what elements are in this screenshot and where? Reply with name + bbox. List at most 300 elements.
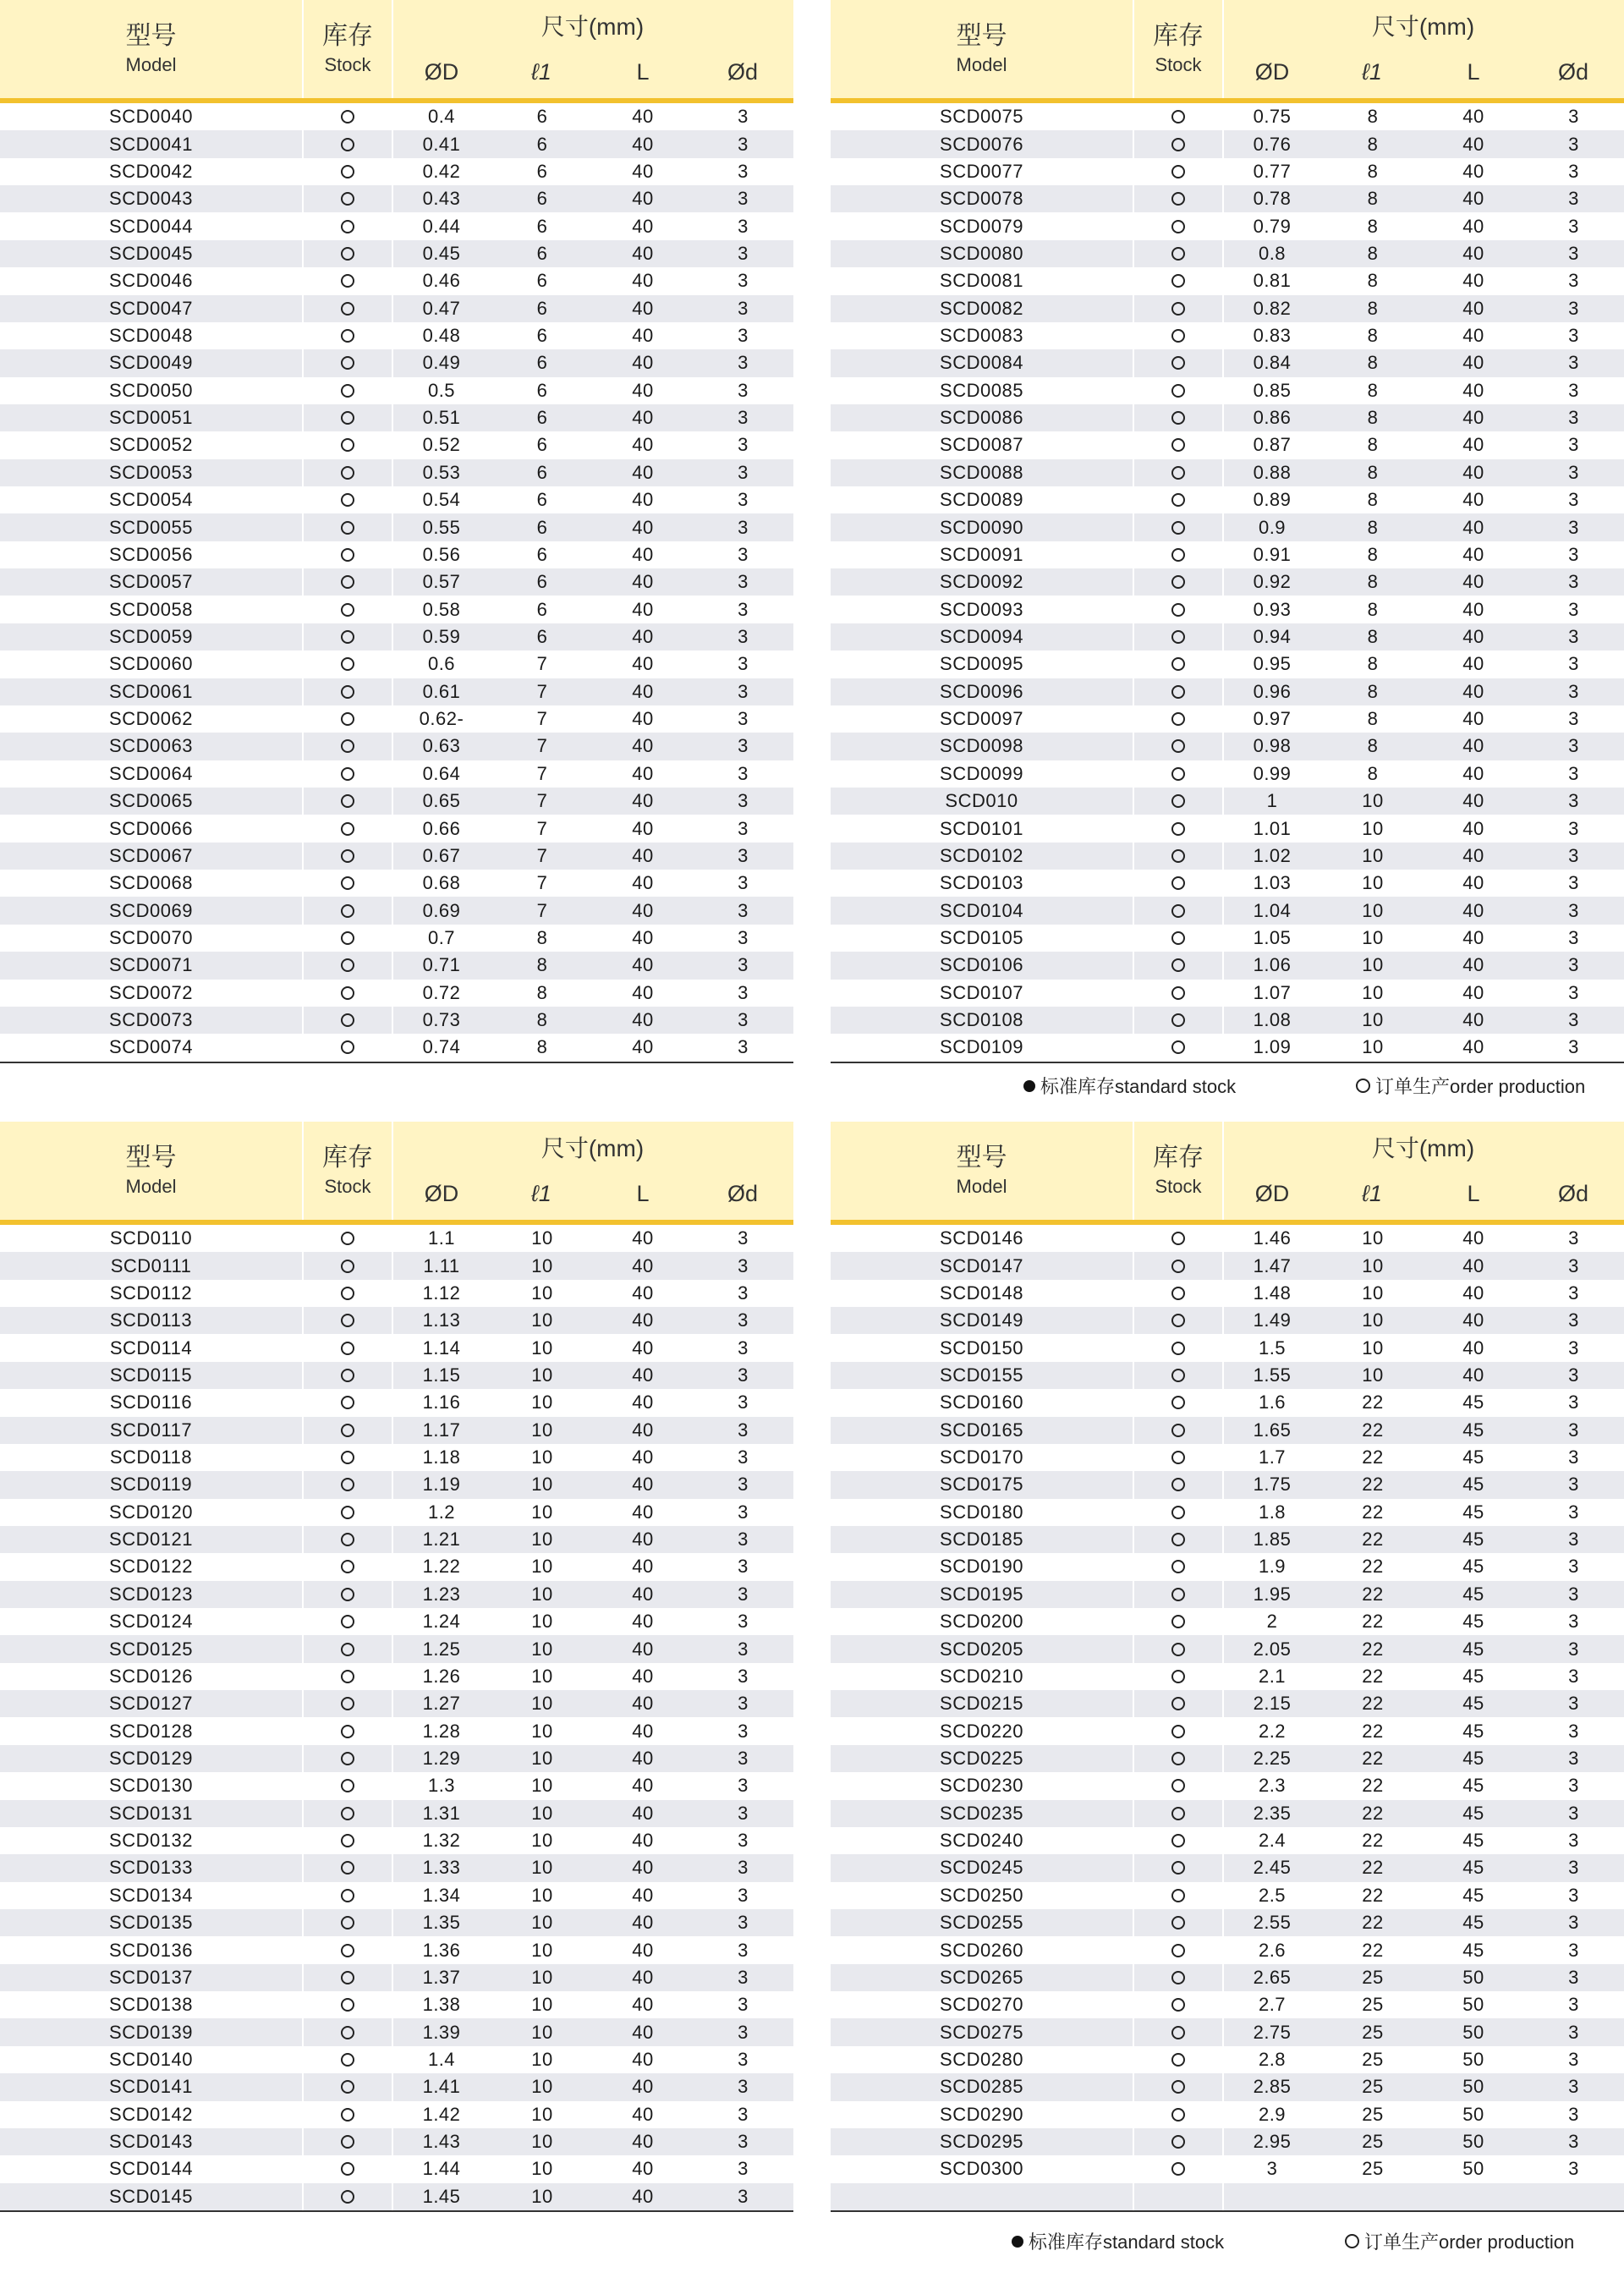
shank-diameter-cell: 3 [738, 899, 749, 921]
length-cell: 40 [1462, 899, 1484, 921]
l1-cell: 6 [536, 461, 548, 483]
stock-cell [1133, 1663, 1224, 1690]
l1-cell: 6 [536, 489, 548, 511]
od-cell: 1.26 [422, 1665, 461, 1687]
l1-cell: 6 [536, 106, 548, 128]
length-cell: 40 [632, 270, 654, 292]
order-production-icon [341, 1752, 354, 1765]
shank-diameter-cell: 3 [1568, 954, 1579, 976]
table-row [0, 130, 793, 157]
stock-cell [1133, 2155, 1224, 2182]
stock-cell [302, 1882, 393, 1909]
model-cell: SCD0104 [940, 899, 1023, 921]
od-cell: 0.67 [422, 844, 461, 866]
model-cell: SCD0106 [940, 954, 1023, 976]
stock-cell [1133, 1444, 1224, 1471]
table-row [0, 815, 793, 842]
table-row [0, 843, 793, 870]
table-row [0, 1991, 793, 2018]
model-cell: SCD0245 [940, 1857, 1023, 1879]
l1-cell: 8 [1367, 242, 1379, 264]
order-production-icon [341, 384, 354, 398]
order-production-icon [1171, 794, 1185, 808]
shank-diameter-cell: 3 [1568, 325, 1579, 347]
model-cell: SCD0041 [109, 133, 193, 155]
order-production-icon [1171, 1752, 1185, 1765]
stock-cell [1133, 1772, 1224, 1799]
stock-cell [302, 2155, 393, 2182]
model-cell: SCD0057 [109, 571, 193, 593]
order-production-icon [1171, 521, 1185, 535]
order-production-icon [1171, 302, 1185, 316]
model-cell: SCD0071 [109, 954, 193, 976]
shank-diameter-cell: 3 [738, 2158, 749, 2180]
od-cell: 0.9 [1258, 516, 1287, 538]
order-production-icon [1171, 329, 1185, 343]
shank-diameter-cell: 3 [1568, 1857, 1579, 1879]
l1-cell: 10 [531, 1474, 553, 1496]
order-production-icon [1171, 1944, 1185, 1957]
od-header: ØD [424, 59, 459, 85]
model-cell: SCD0089 [940, 489, 1023, 511]
stock-cell [1133, 2018, 1224, 2045]
length-cell: 45 [1462, 1529, 1484, 1551]
table-header [831, 0, 1624, 103]
l1-cell: 22 [1362, 1419, 1384, 1441]
table-row [831, 130, 1624, 157]
model-cell: SCD0099 [940, 762, 1023, 784]
order-production-icon [1171, 1807, 1185, 1820]
model-cell: SCD0265 [940, 1966, 1023, 1988]
length-cell: 40 [632, 1501, 654, 1523]
stock-cell [302, 568, 393, 596]
length-cell: 40 [1462, 160, 1484, 182]
l1-cell: 22 [1362, 1857, 1384, 1879]
table-row [0, 1936, 793, 1963]
shank-diameter-cell: 3 [1568, 1446, 1579, 1468]
model-cell: SCD0125 [109, 1638, 193, 1660]
l1-cell: 25 [1362, 2021, 1384, 2043]
table-row [831, 212, 1624, 239]
table-row [0, 705, 793, 733]
model-cell: SCD0185 [940, 1529, 1023, 1551]
od-cell: 1.8 [1258, 1501, 1287, 1523]
stock-cell [1133, 1882, 1224, 1909]
od-cell: 1.35 [422, 1912, 461, 1934]
shank-diameter-cell: 3 [1568, 543, 1579, 565]
model-cell: SCD0091 [940, 543, 1023, 565]
l1-cell: 22 [1362, 1474, 1384, 1496]
stock-cell [302, 1635, 393, 1662]
length-cell: 40 [632, 653, 654, 675]
od-cell: 1.47 [1253, 1254, 1292, 1276]
shank-diameter-cell: 3 [1568, 2158, 1579, 2180]
length-header: L [636, 59, 650, 85]
model-cell: SCD0040 [109, 106, 193, 128]
stock-header-cn: 库存 [1153, 1144, 1204, 1172]
od-cell: 2.2 [1258, 1720, 1287, 1742]
shank-diameter-cell: 3 [1568, 653, 1579, 675]
l1-cell: 25 [1362, 2076, 1384, 2098]
l1-cell: 8 [1367, 270, 1379, 292]
l1-cell: 10 [531, 2076, 553, 2098]
stock-cell [302, 1964, 393, 1991]
l1-cell: 10 [1362, 981, 1384, 1003]
shank-diameter-cell: 3 [1568, 1966, 1579, 1988]
length-cell: 40 [632, 844, 654, 866]
shank-diameter-cell: 3 [738, 1966, 749, 1988]
model-cell: SCD0230 [940, 1775, 1023, 1797]
shank-diameter-cell: 3 [1568, 407, 1579, 429]
order-production-icon [341, 493, 354, 507]
length-cell: 40 [1462, 790, 1484, 812]
model-header-en: Model [956, 1176, 1007, 1197]
od-cell: 1.23 [422, 1583, 461, 1605]
od-cell: 0.56 [422, 543, 461, 565]
model-cell: SCD0088 [940, 461, 1023, 483]
order-production-icon [341, 1643, 354, 1656]
l1-cell: 10 [1362, 1309, 1384, 1331]
l1-cell: 8 [1367, 598, 1379, 620]
od-cell: 0.44 [422, 215, 461, 237]
length-header: L [1467, 1181, 1480, 1206]
order-production-icon [341, 1971, 354, 1984]
stock-cell [302, 1772, 393, 1799]
l1-cell: 10 [1362, 1337, 1384, 1359]
model-cell: SCD0105 [940, 926, 1023, 948]
shank-diameter-cell: 3 [1568, 708, 1579, 730]
l1-cell: 7 [536, 817, 548, 839]
model-cell: SCD0116 [109, 1392, 193, 1413]
table-row [831, 897, 1624, 924]
order-production-icon [341, 1998, 354, 2012]
od-header: ØD [1254, 59, 1290, 85]
order-production-icon [341, 630, 354, 644]
stock-cell [302, 541, 393, 568]
dimensions-column-header [1222, 0, 1624, 98]
shank-diameter-cell: 3 [738, 626, 749, 647]
stock-header-en: Stock [1155, 1176, 1202, 1197]
od-cell: 0.82 [1253, 297, 1292, 319]
l1-cell: 8 [1367, 516, 1379, 538]
table-row [831, 1389, 1624, 1416]
model-cell: SCD0235 [940, 1802, 1023, 1824]
model-cell: SCD0111 [110, 1254, 192, 1276]
model-cell: SCD0054 [109, 489, 193, 511]
model-cell: SCD0051 [109, 407, 193, 429]
l1-cell: 10 [1362, 1009, 1384, 1031]
shank-diameter-cell: 3 [738, 872, 749, 894]
order-production-icon [341, 575, 354, 589]
stock-cell [302, 733, 393, 760]
model-cell: SCD0076 [940, 133, 1023, 155]
shank-diameter-cell: 3 [738, 379, 749, 401]
od-cell: 2.95 [1253, 2131, 1292, 2153]
l1-cell: 7 [536, 653, 548, 675]
table-row [0, 2018, 793, 2045]
model-cell: SCD0137 [109, 1966, 193, 1988]
stock-header-en: Stock [324, 54, 371, 75]
od-cell: 2.15 [1253, 1693, 1292, 1715]
stock-cell [302, 1362, 393, 1389]
order-production-icon [341, 2190, 354, 2204]
l1-cell: 8 [536, 1036, 548, 1058]
stock-cell [302, 705, 393, 733]
l1-cell: 8 [1367, 133, 1379, 155]
model-cell: SCD0295 [940, 2131, 1023, 2153]
table-row [831, 1936, 1624, 1963]
l1-cell: 8 [1367, 762, 1379, 784]
model-column-header [0, 1122, 302, 1220]
table-row [0, 1444, 793, 1471]
l1-cell: 10 [1362, 844, 1384, 866]
length-cell: 40 [632, 1665, 654, 1687]
od-cell: 1.44 [422, 2158, 461, 2180]
stock-cell [1133, 1991, 1224, 2018]
length-cell: 40 [1462, 1227, 1484, 1249]
stock-cell [1133, 377, 1224, 404]
order-production-icon [341, 685, 354, 699]
table-row [0, 1964, 793, 1991]
table-row [831, 815, 1624, 842]
shank-diameter-cell: 3 [738, 2076, 749, 2098]
order-production-icon [1171, 876, 1185, 890]
table-row [0, 650, 793, 678]
shank-diameter-cell: 3 [738, 1309, 749, 1331]
order-production-icon [1171, 1314, 1185, 1327]
table-row [831, 2183, 1624, 2212]
order-production-icon [1171, 630, 1185, 644]
stock-cell [302, 513, 393, 541]
l1-cell: 6 [536, 242, 548, 264]
order-production-icon [341, 1478, 354, 1491]
length-cell: 40 [632, 1638, 654, 1660]
table-row [0, 158, 793, 185]
od-cell: 1.01 [1253, 817, 1292, 839]
shank-diameter-cell: 3 [1568, 844, 1579, 866]
order-production-icon [1171, 739, 1185, 753]
stock-cell [302, 1800, 393, 1827]
table-row [0, 1307, 793, 1334]
shank-diameter-cell: 3 [738, 325, 749, 347]
stock-cell [1133, 1252, 1224, 1279]
stock-cell [1133, 1225, 1224, 1252]
spec-table-2 [831, 0, 1624, 1063]
table-row [0, 1827, 793, 1854]
stock-cell [302, 1553, 393, 1580]
stock-cell [302, 2073, 393, 2100]
od-cell: 1.5 [1258, 1337, 1287, 1359]
od-cell: 0.74 [422, 1036, 461, 1058]
length-cell: 40 [632, 461, 654, 483]
model-cell: SCD0114 [109, 1337, 193, 1359]
table-row [0, 1499, 793, 1526]
stock-cell [302, 1690, 393, 1717]
table-row [831, 322, 1624, 349]
shank-diameter-cell: 3 [1568, 489, 1579, 511]
stock-cell [1133, 705, 1224, 733]
l1-cell: 25 [1362, 1994, 1384, 2016]
length-cell: 40 [632, 1474, 654, 1496]
model-cell: SCD0049 [109, 352, 193, 374]
od-cell: 1.24 [422, 1611, 461, 1633]
length-cell: 40 [632, 1364, 654, 1386]
model-cell: SCD0048 [109, 325, 193, 347]
shank-diameter-cell: 3 [738, 817, 749, 839]
od-cell: 0.86 [1253, 407, 1292, 429]
dimensions-column-header [392, 0, 793, 98]
order-production-icon [1171, 192, 1185, 206]
stock-cell [1133, 2046, 1224, 2073]
shank-diameter-cell: 3 [1568, 1282, 1579, 1304]
model-cell: SCD0095 [940, 653, 1023, 675]
legend-standard-label: 标准库存standard stock [1040, 1076, 1237, 1097]
table-row [831, 623, 1624, 650]
od-cell: 0.73 [422, 1009, 461, 1031]
stock-cell [1133, 650, 1224, 678]
order-production-icon [341, 548, 354, 562]
table-row [0, 2101, 793, 2128]
shank-diameter-cell: 3 [738, 2021, 749, 2043]
model-header-cn: 型号 [956, 22, 1007, 50]
model-cell: SCD0255 [940, 1912, 1023, 1934]
stock-cell [1133, 1635, 1224, 1662]
stock-cell [302, 678, 393, 705]
order-production-icon [341, 2053, 354, 2067]
shank-diameter-cell: 3 [1568, 1009, 1579, 1031]
order-production-icon [341, 1916, 354, 1929]
shank-diameter-cell: 3 [1568, 1501, 1579, 1523]
l1-cell: 8 [1367, 160, 1379, 182]
table-row [0, 1882, 793, 1909]
filled-circle-icon [1023, 1080, 1035, 1092]
order-production-icon [341, 794, 354, 808]
shank-diameter-cell: 3 [738, 1583, 749, 1605]
l1-cell: 10 [531, 1254, 553, 1276]
l1-cell: 8 [1367, 297, 1379, 319]
od-cell: 1.04 [1253, 899, 1292, 921]
l1-cell: 8 [1367, 543, 1379, 565]
l1-cell: 10 [531, 1939, 553, 1961]
order-production-icon [1171, 1506, 1185, 1519]
shank-diameter-cell: 3 [1568, 790, 1579, 812]
l1-cell: 10 [531, 2048, 553, 2070]
table-row [831, 2018, 1624, 2045]
od-cell: 1.05 [1253, 926, 1292, 948]
stock-cell [1133, 1362, 1224, 1389]
model-cell: SCD0270 [940, 1994, 1023, 2016]
shank-diameter-cell: 3 [738, 242, 749, 264]
order-production-icon [341, 603, 354, 617]
order-production-icon [341, 712, 354, 726]
od-cell: 1.09 [1253, 1036, 1292, 1058]
length-cell: 45 [1462, 1501, 1484, 1523]
od-cell: 1.37 [422, 1966, 461, 1988]
l1-cell: 10 [531, 1802, 553, 1824]
stock-header-cn: 库存 [322, 22, 373, 50]
l1-cell: 25 [1362, 2048, 1384, 2070]
shank-diameter-cell: 3 [1568, 981, 1579, 1003]
l1-cell: 10 [1362, 1364, 1384, 1386]
length-cell: 40 [1462, 516, 1484, 538]
table-row [831, 486, 1624, 513]
model-cell: SCD0136 [109, 1939, 193, 1961]
shank-diameter-cell: 3 [738, 1009, 749, 1031]
stock-cell [302, 1909, 393, 1936]
legend-standard-label: 标准库存standard stock [1029, 2231, 1225, 2253]
length-cell: 40 [632, 1802, 654, 1824]
table-row [831, 377, 1624, 404]
order-production-icon [1171, 411, 1185, 425]
model-cell: SCD0092 [940, 571, 1023, 593]
spec-table-1 [0, 0, 793, 1063]
shank-diameter-cell: 3 [738, 1529, 749, 1551]
od-cell: 1.55 [1253, 1364, 1292, 1386]
table-row [0, 267, 793, 294]
l1-cell: 10 [531, 1364, 553, 1386]
l1-cell: 22 [1362, 1529, 1384, 1551]
shank-diameter-cell: 3 [738, 790, 749, 812]
table-row [831, 1800, 1624, 1827]
model-cell: SCD0110 [109, 1227, 193, 1249]
model-cell: SCD0118 [109, 1446, 193, 1468]
order-production-icon [341, 247, 354, 261]
stock-cell [302, 1444, 393, 1471]
model-cell: SCD0069 [109, 899, 193, 921]
order-production-icon [1171, 1013, 1185, 1027]
table-row [831, 1007, 1624, 1034]
model-cell: SCD0275 [940, 2021, 1023, 2043]
order-production-icon [1171, 958, 1185, 972]
stock-cell [1133, 870, 1224, 897]
legend-top-standard [1023, 1073, 1236, 1099]
l1-cell: 10 [531, 1966, 553, 1988]
table-row [0, 568, 793, 596]
table-row [831, 1608, 1624, 1635]
table-row [831, 980, 1624, 1007]
od-cell: 1.19 [422, 1474, 461, 1496]
table-row [0, 1334, 793, 1361]
od-cell: 0.54 [422, 489, 461, 511]
od-cell: 0.58 [422, 598, 461, 620]
model-cell: SCD0086 [940, 407, 1023, 429]
model-cell: SCD0285 [940, 2076, 1023, 2098]
shank-diameter-cell: 3 [1568, 1036, 1579, 1058]
stock-cell [1133, 431, 1224, 458]
model-cell: SCD0120 [109, 1501, 193, 1523]
model-cell: SCD0195 [940, 1583, 1023, 1605]
stock-cell [1133, 1936, 1224, 1963]
table-row [831, 843, 1624, 870]
shank-diameter-cell: 3 [738, 2185, 749, 2207]
l1-cell: 8 [1367, 434, 1379, 456]
length-cell: 40 [632, 407, 654, 429]
length-cell: 40 [632, 2021, 654, 2043]
table-row [0, 404, 793, 431]
l1-cell: 10 [531, 1638, 553, 1660]
shank-diameter-cell: 3 [1568, 1392, 1579, 1413]
stock-cell [1133, 2101, 1224, 2128]
order-production-icon [1171, 2135, 1185, 2149]
order-production-icon [341, 1314, 354, 1327]
l1-cell: 6 [536, 133, 548, 155]
spec-table-3 [0, 1122, 793, 2212]
od-cell: 0.46 [422, 270, 461, 292]
model-cell: SCD0082 [940, 297, 1023, 319]
od-cell: 0.85 [1253, 379, 1292, 401]
order-production-icon [341, 2108, 354, 2122]
od-cell: 2 [1266, 1611, 1278, 1633]
